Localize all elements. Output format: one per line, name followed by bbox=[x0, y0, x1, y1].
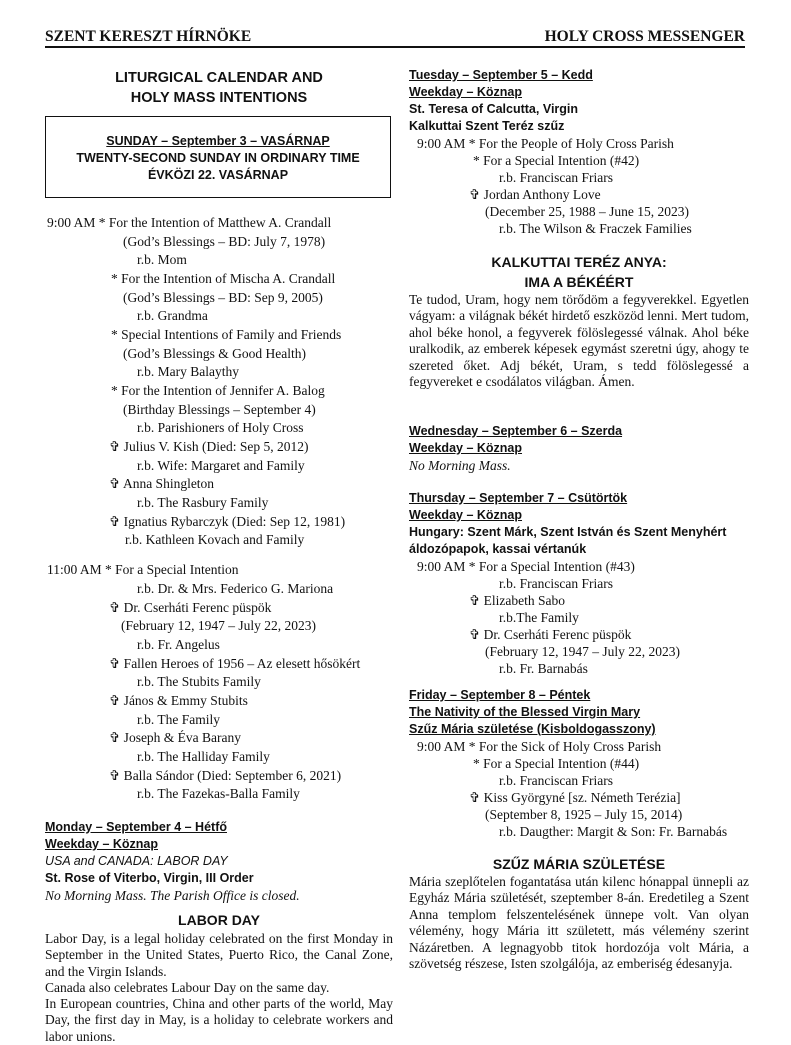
list-item: 9:00 AM * For the People of Holy Cross Parish bbox=[417, 136, 674, 151]
monday-note: No Morning Mass. The Parish Office is closed. bbox=[45, 888, 300, 903]
mary-birth-text: Mária szeplőtelen fogantatása után kilenc hónappal ünnepli az Egyház Mária születését, szeptember 8-án. Eredetileg a Szent Anna templom felszentelésének ünnepe volt. Van olyan vélemény, hogy Mária itt született, más vélemény szerint Názáretben. A legnagyobb titok hordozója volt Mária, a szövetség részese, Isten szolgálója, az emberiség édesanyja. bbox=[409, 874, 749, 972]
prayer-title-line1: KALKUTTAI TERÉZ ANYA: bbox=[491, 254, 667, 270]
list-item: ✞ Balla Sándor (Died: September 6, 2021) bbox=[109, 768, 342, 783]
list-item: ✞ Joseph & Éva Barany bbox=[109, 730, 242, 745]
wednesday-note: No Morning Mass. bbox=[409, 458, 511, 473]
list-item: r.b. Mom bbox=[137, 252, 187, 267]
sunday-box bbox=[45, 116, 391, 198]
list-item: r.b. Parishioners of Holy Cross bbox=[137, 420, 304, 435]
list-item: ✞ János & Emmy Stubits bbox=[109, 693, 248, 708]
list-item: ✞ Dr. Cserháti Ferenc püspök bbox=[469, 627, 632, 642]
page-header bbox=[45, 24, 745, 48]
list-item: r.b. The Wilson & Fraczek Families bbox=[499, 221, 692, 236]
prayer-title-line2: IMA A BÉKÉÉRT bbox=[524, 274, 634, 290]
list-item: r.b. The Family bbox=[137, 712, 220, 727]
list-item: (September 8, 1925 – July 15, 2014) bbox=[485, 807, 683, 822]
labor-day-p2: Canada also celebrates Labour Day on the same day. bbox=[45, 980, 330, 995]
sunday-subtitle-hu: ÉVKÖZI 22. VASÁRNAP bbox=[147, 168, 289, 182]
list-item: 11:00 AM * For a Special Intention bbox=[47, 562, 239, 577]
list-item: r.b. Wife: Margaret and Family bbox=[137, 458, 305, 473]
list-item: ✞ Elizabeth Sabo bbox=[469, 593, 566, 608]
prayer-text: Te tudod, Uram, hogy nem törődöm a fegyverekkel. Egyetlen vágyam: a világnak békét hirdető eszközöd lenni. Mert tudom, ahol béke honol, a fegyverek fölöslegessé válnak. Ahol béke uralkodik, az emberek képesek egymást szeretni úgy, ahogy te szereted őket. Adj békét, Uram, s tedd fölöslegessé a fegyvereket e csodálatos világban. Ámen. bbox=[409, 292, 749, 390]
friday-feast: The Nativity of the Blessed Virgin Mary bbox=[409, 705, 641, 719]
list-item: 9:00 AM * For a Special Intention (#43) bbox=[417, 559, 635, 574]
header-right: HOLY CROSS MESSENGER bbox=[544, 28, 745, 45]
wednesday-weekday: Weekday – Köznap bbox=[409, 441, 523, 455]
list-item: (God’s Blessings – BD: July 7, 1978) bbox=[123, 234, 326, 249]
list-item: r.b. Grandma bbox=[137, 308, 208, 323]
list-item: ✞ Dr. Cserháti Ferenc püspök bbox=[109, 600, 272, 615]
list-item: (God’s Blessings & Good Health) bbox=[123, 346, 306, 361]
list-item: * For a Special Intention (#44) bbox=[473, 756, 640, 771]
list-item: (December 25, 1988 – June 15, 2023) bbox=[485, 204, 689, 219]
list-item: ✞ Anna Shingleton bbox=[109, 476, 215, 491]
tuesday-saint-hu: Kalkuttai Szent Teréz szűz bbox=[409, 119, 565, 133]
monday-heading: Monday – September 4 – Hétfő bbox=[45, 820, 227, 834]
tuesday-weekday: Weekday – Köznap bbox=[409, 85, 523, 99]
list-item: ✞ Fallen Heroes of 1956 – Az elesett hősökért bbox=[109, 656, 361, 671]
calendar-title-line1: LITURGICAL CALENDAR AND bbox=[115, 70, 323, 86]
list-item: ✞ Kiss Györgyné [sz. Németh Terézia] bbox=[469, 790, 681, 805]
sunday-heading: SUNDAY – September 3 – VASÁRNAP bbox=[106, 134, 330, 148]
list-item: r.b. Daugther: Margit & Son: Fr. Barnabás bbox=[499, 824, 728, 839]
friday-heading: Friday – September 8 – Péntek bbox=[409, 688, 591, 702]
list-item: * Special Intentions of Family and Friends bbox=[111, 327, 342, 342]
header-left: SZENT KERESZT HÍRNÖKE bbox=[45, 28, 252, 45]
tuesday-heading: Tuesday – September 5 – Kedd bbox=[409, 68, 593, 82]
labor-day-title: LABOR DAY bbox=[178, 912, 260, 928]
list-item: r.b. Franciscan Friars bbox=[499, 576, 613, 591]
monday-saint: St. Rose of Viterbo, Virgin, III Order bbox=[45, 871, 254, 885]
list-item: r.b.The Family bbox=[499, 610, 579, 625]
monday-labor-day: USA and CANADA: LABOR DAY bbox=[45, 854, 228, 868]
list-item: r.b. Dr. & Mrs. Federico G. Mariona bbox=[137, 581, 334, 596]
list-item: 9:00 AM * For the Sick of Holy Cross Parish bbox=[417, 739, 662, 754]
list-item: r.b. Franciscan Friars bbox=[499, 773, 613, 788]
list-item: r.b. Mary Balaythy bbox=[137, 364, 239, 379]
list-item: * For the Intention of Mischa A. Crandall bbox=[111, 271, 336, 286]
thursday-saints: Hungary: Szent Márk, Szent István és Szent Menyhért bbox=[409, 525, 727, 539]
list-item: r.b. Fr. Barnabás bbox=[499, 661, 588, 676]
thursday-weekday: Weekday – Köznap bbox=[409, 508, 523, 522]
wednesday-heading: Wednesday – September 6 – Szerda bbox=[409, 424, 623, 438]
list-item: r.b. The Rasbury Family bbox=[137, 495, 269, 510]
thursday-heading: Thursday – September 7 – Csütörtök bbox=[409, 491, 628, 505]
mary-birth-title: SZŰZ MÁRIA SZÜLETÉSE bbox=[492, 856, 666, 872]
list-item: * For a Special Intention (#42) bbox=[473, 153, 640, 168]
friday-feast-hu: Szűz Mária születése (Kisboldogasszony) bbox=[409, 722, 656, 736]
monday-weekday: Weekday – Köznap bbox=[45, 837, 159, 851]
thursday-saints-2: áldozópapok, kassai vértanúk bbox=[409, 542, 587, 556]
labor-day-p3: In European countries, China and other parts of the world, May Day, the first day in May, is a holiday to celebrate workers and labor unions. bbox=[45, 996, 393, 1044]
list-item: ✞ Jordan Anthony Love bbox=[469, 187, 601, 202]
tuesday-saint: St. Teresa of Calcutta, Virgin bbox=[409, 102, 579, 116]
list-item: r.b. The Halliday Family bbox=[137, 749, 270, 764]
list-item: 9:00 AM * For the Intention of Matthew A. Crandall bbox=[47, 215, 332, 230]
list-item: r.b. The Fazekas-Balla Family bbox=[137, 786, 300, 801]
list-item: (February 12, 1947 – July 22, 2023) bbox=[121, 618, 316, 633]
calendar-title-line2: HOLY MASS INTENTIONS bbox=[130, 90, 308, 106]
list-item: (God’s Blessings – BD: Sep 9, 2005) bbox=[123, 290, 323, 305]
list-item: (February 12, 1947 – July 22, 2023) bbox=[485, 644, 680, 659]
list-item: (Birthday Blessings – September 4) bbox=[123, 402, 316, 417]
list-item: r.b. The Stubits Family bbox=[137, 674, 261, 689]
sunday-subtitle: TWENTY-SECOND SUNDAY IN ORDINARY TIME bbox=[76, 151, 360, 165]
list-item: r.b. Kathleen Kovach and Family bbox=[125, 532, 305, 547]
list-item: * For the Intention of Jennifer A. Balog bbox=[111, 383, 325, 398]
list-item: ✞ Ignatius Rybarczyk (Died: Sep 12, 1981) bbox=[109, 514, 346, 529]
list-item: ✞ Julius V. Kish (Died: Sep 5, 2012) bbox=[109, 439, 309, 454]
labor-day-p1: Labor Day, is a legal holiday celebrated on the first Monday in September in the United States, Puerto Rico, the Canal Zone, and the Virgin Islands. bbox=[45, 931, 393, 979]
list-item: r.b. Franciscan Friars bbox=[499, 170, 613, 185]
list-item: r.b. Fr. Angelus bbox=[137, 637, 220, 652]
